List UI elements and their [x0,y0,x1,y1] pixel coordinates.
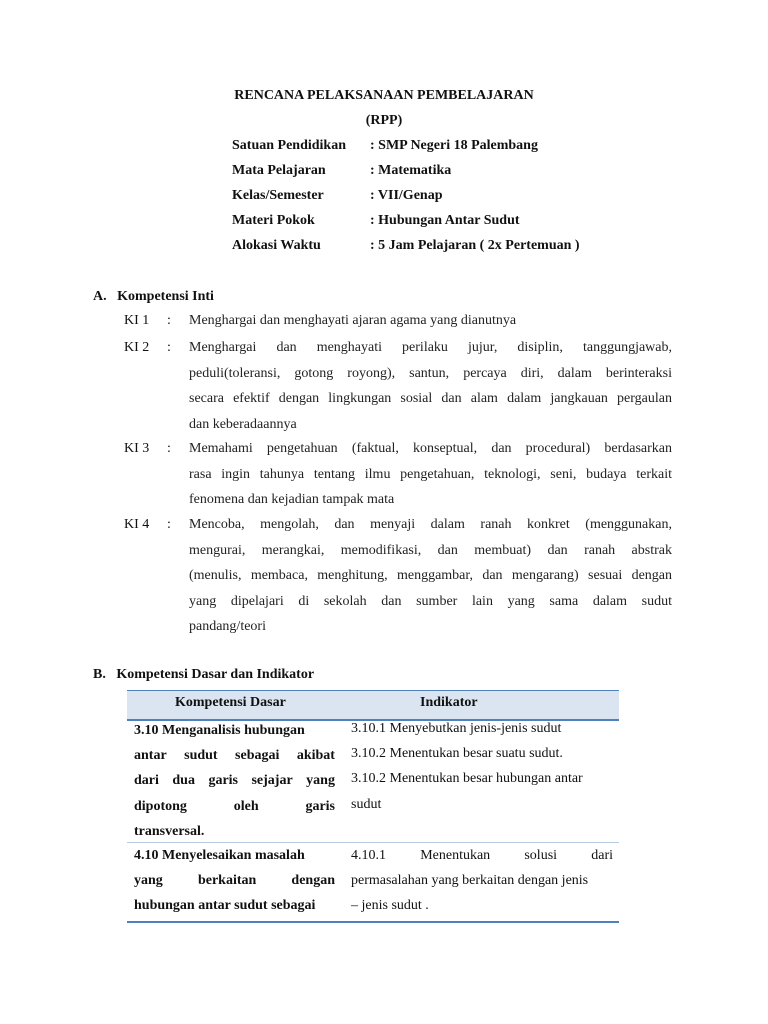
identity-label: Alokasi Waktu [232,238,321,253]
kd-line [134,868,335,893]
kd-line: 3.10 Menganalisis hubungan [134,723,305,738]
ki-line: secara efektif dengan lingkungan sosial dan alam dalam jangkauan pergaulan [189,391,672,406]
kd-word: sebagai [235,748,280,764]
identity-value: : Hubungan Antar Sudut [370,213,520,228]
ki-line: dan keberadaannya [189,416,297,432]
ind-word: dari [591,848,613,863]
kd-word: garis [208,773,238,789]
kd-word: dengan [291,873,335,889]
ki-3-text [189,436,672,513]
indikator-line [351,843,613,868]
indikator-line: 3.10.2 Menentukan besar hubungan antar [351,771,583,787]
identity-value: : Matematika [370,163,452,178]
ki-line: yang dipelajari di sekolah dan sumber lain yang sama dalam sudut [189,593,672,609]
ki-line: Menghargai dan menghayati ajaran agama yang dianutnya [189,313,517,328]
kd-line [134,768,335,793]
ki-line: mengurai, merangkai, memodifikasi, dan membuat) dan ranah abstrak [189,542,672,558]
kd-word: dipotong [134,798,187,814]
ki-colon: : [167,313,171,328]
ki-line: Memahami pengetahuan (faktual, konseptual, dan procedural) berdasarkan [189,441,672,456]
indikator-line: 3.10.1 Menyebutkan jenis-jenis sudut [351,721,562,736]
kd-word: akibat [296,748,335,764]
identity-value: : VII/Genap [370,188,443,203]
ki-code: KI 2 [124,340,150,355]
ki-code: KI 3 [124,441,150,456]
indikator-line: sudut [351,796,382,812]
ki-4-text [189,512,672,640]
identity-value: : 5 Jam Pelajaran ( 2x Pertemuan ) [370,238,580,253]
ind-word: 4.10.1 [351,848,386,863]
ki-line: rasa ingin tahunya tentang ilmu pengetahuan, teknologi, seni, budaya terkait [189,466,672,482]
table-header-indikator: Indikator [420,695,478,710]
ki-colon: : [167,517,171,532]
ki-code: KI 4 [124,517,150,532]
table-row-1-kd [134,718,335,844]
indikator-line: permasalahan yang berkaitan dengan jenis [351,873,589,889]
ki-2-text [189,335,672,437]
table-header-kompetensi-dasar: Kompetensi Dasar [175,695,286,710]
ki-line: (menulis, membaca, menghitung, menggambar, dan mengarang) sesuai dengan [189,568,672,583]
table-row-2-indikator [351,843,613,919]
ki-line: pandang/teori [189,619,266,634]
kd-word: sejajar [251,773,293,789]
ki-line: Mencoba, mengolah, dan menyaji dalam ranah konkret (menggunakan, [189,517,672,532]
kd-line: hubungan antar sudut sebagai [134,898,316,914]
ind-word: Menentukan [420,848,491,863]
kd-line: 4.10 Menyelesaikan masalah [134,848,305,863]
ki-colon: : [167,340,171,355]
ki-code: KI 1 [124,313,150,328]
identity-label: Satuan Pendidikan [232,138,346,153]
identity-label: Mata Pelajaran [232,163,326,178]
kd-line: transversal. [134,823,205,839]
table-bottom-border [127,921,619,923]
section-a-heading: A. Kompetensi Inti [93,289,214,304]
identity-value: : SMP Negeri 18 Palembang [370,138,538,153]
kd-word: garis [305,798,335,814]
kd-word: sudut [184,748,218,764]
identity-label: Materi Pokok [232,213,315,228]
ki-line: fenomena dan kejadian tampak mata [189,492,395,507]
kd-word: yang [134,873,163,889]
section-b-heading: B. Kompetensi Dasar dan Indikator [93,667,315,682]
indikator-line: 3.10.2 Menentukan besar suatu sudut. [351,746,563,762]
kd-line [134,794,335,819]
document-subtitle: (RPP) [365,113,403,128]
ki-line: Menghargai dan menghayati perilaku jujur, disiplin, tanggungjawab, [189,340,672,355]
kd-word: dari [134,773,159,789]
table-row-2-kd [134,843,335,919]
ind-word: solusi [524,848,558,863]
table-row-1-indikator [351,716,613,817]
kd-word: yang [306,773,335,789]
ki-line: peduli(toleransi, gotong royong), santun, percaya diri, dalam berinteraksi [189,365,672,381]
ki-1-text [189,308,672,334]
identity-label: Kelas/Semester [232,188,324,203]
indikator-line: – jenis sudut . [351,898,429,914]
kd-word: antar [134,748,167,764]
document-title: RENCANA PELAKSANAAN PEMBELAJARAN [234,88,534,103]
ki-colon: : [167,441,171,456]
kd-word: dua [172,773,195,789]
kd-word: oleh [233,798,259,814]
kd-line [134,743,335,768]
kd-word: berkaitan [197,873,257,889]
